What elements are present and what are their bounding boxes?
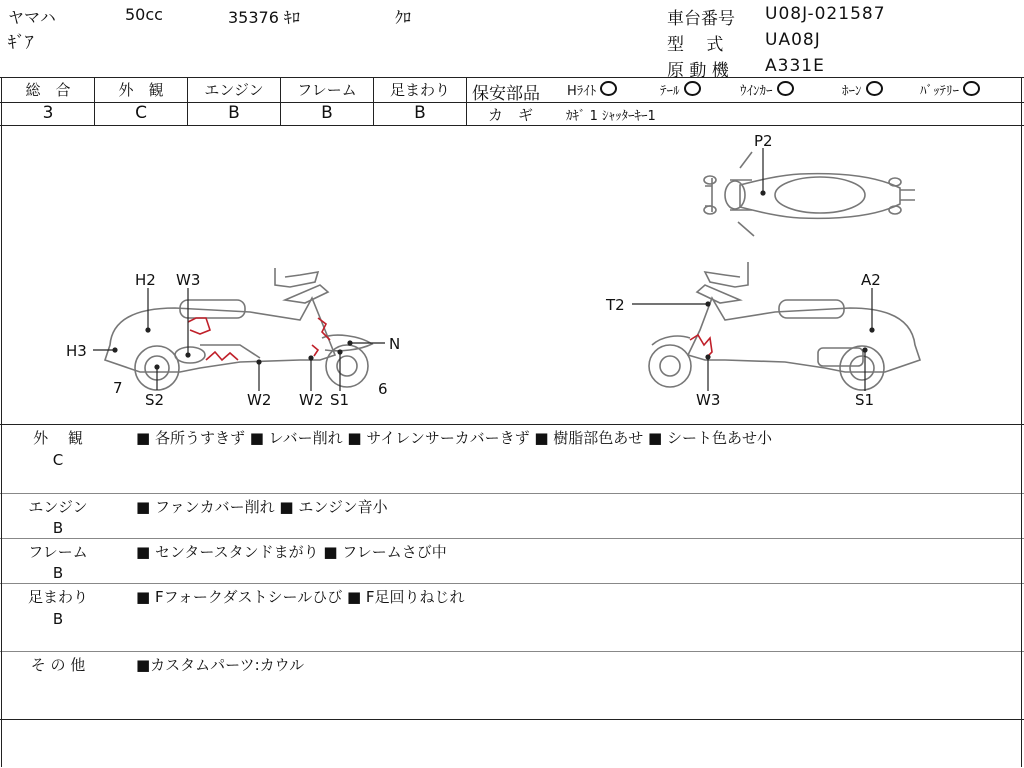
section-grade: B	[52, 519, 64, 537]
diagram-label-7: 7	[113, 379, 123, 397]
section-label: エンジン	[28, 498, 88, 516]
safety-item-winker: ｳｲﾝｶｰ	[740, 80, 794, 99]
ok-circle-icon	[684, 81, 701, 96]
mileage: 35376 ｷﾛ	[228, 8, 300, 27]
diagram-label-t2: T2	[606, 296, 625, 314]
ok-circle-icon	[963, 81, 980, 96]
engine-model: A331E	[765, 56, 825, 76]
key-value: ｶｷﾞ 1 ｼｬｯﾀｰｷｰ1	[566, 109, 656, 124]
safety-item-horn: ﾎｰﾝ	[842, 80, 883, 99]
safety-item-headlight: Hﾗｲﾄ	[567, 80, 617, 99]
diagram-label-h2: H2	[135, 271, 156, 289]
section-grade: B	[52, 610, 64, 628]
top-view-scooter	[704, 152, 915, 236]
color: ｸﾛ	[395, 8, 412, 27]
ok-circle-icon	[777, 81, 794, 96]
section-label: フレーム	[28, 543, 88, 561]
diagram-label-p2: P2	[754, 132, 773, 150]
model-name: ｷﾞｱ	[8, 33, 34, 53]
section-grade: B	[52, 564, 64, 582]
displacement: 50cc	[125, 5, 163, 24]
type-label: 型 式	[667, 35, 724, 55]
exterior-grade: C	[135, 103, 147, 123]
diagram-label-n: N	[389, 335, 401, 353]
damage-marks	[188, 318, 712, 360]
safety-item-tail: ﾃｰﾙ	[660, 80, 701, 99]
section-notes: ■ センタースタンドまがり ■ フレームさび中	[136, 543, 447, 561]
ok-circle-icon	[866, 81, 883, 96]
overall-label: 総 合	[25, 81, 71, 99]
diagram-label-h3: H3	[66, 342, 87, 360]
section-grade: C	[52, 451, 64, 469]
section-notes: ■ 各所うすきず ■ レバー削れ ■ サイレンサーカバーきず ■ 樹脂部色あせ ■ シート色あせ小	[136, 429, 773, 447]
exterior-label: 外 観	[118, 81, 164, 99]
safety-item-battery: ﾊﾞｯﾃﾘｰ	[920, 80, 980, 99]
overall-grade: 3	[42, 103, 54, 123]
diagram-label-a2: A2	[861, 271, 881, 289]
diagram-label-s1: S1	[330, 391, 350, 409]
ok-circle-icon	[600, 81, 617, 96]
safety-label: 保安部品	[472, 84, 540, 104]
frame-label: フレーム	[297, 81, 357, 99]
section-label: 外 観	[33, 429, 83, 447]
diagram-label-w2: W2	[247, 391, 272, 409]
diagram-label-s2: S2	[145, 391, 165, 409]
diagram-label-6: 6	[378, 380, 388, 398]
suspension-grade: B	[414, 103, 426, 123]
section-notes: ■ Fフォークダストシールひび ■ F足回りねじれ	[136, 588, 465, 606]
type: UA08J	[765, 30, 821, 50]
key-label: カ ギ	[488, 106, 534, 124]
frame-grade: B	[321, 103, 333, 123]
engine-grade: B	[228, 103, 240, 123]
section-notes: ■ ファンカバー削れ ■ エンジン音小	[136, 498, 388, 516]
frame-no: U08J-021587	[765, 4, 886, 24]
maker: ヤマハ	[8, 8, 56, 27]
frame-no-label: 車台番号	[667, 9, 735, 29]
section-notes: ■カスタムパーツ:カウル	[136, 656, 305, 674]
diagram-label-w2-b: W2	[299, 391, 324, 409]
engine-model-label: 原 動 機	[667, 61, 729, 81]
diagram-label-w3-right: W3	[696, 391, 721, 409]
diagram-label-w3: W3	[176, 271, 201, 289]
diagram-label-s1-right: S1	[855, 391, 875, 409]
engine-label: エンジン	[204, 81, 264, 99]
section-label: 足まわり	[27, 588, 88, 606]
section-label: そ の 他	[30, 656, 86, 674]
suspension-label: 足まわり	[389, 81, 450, 99]
